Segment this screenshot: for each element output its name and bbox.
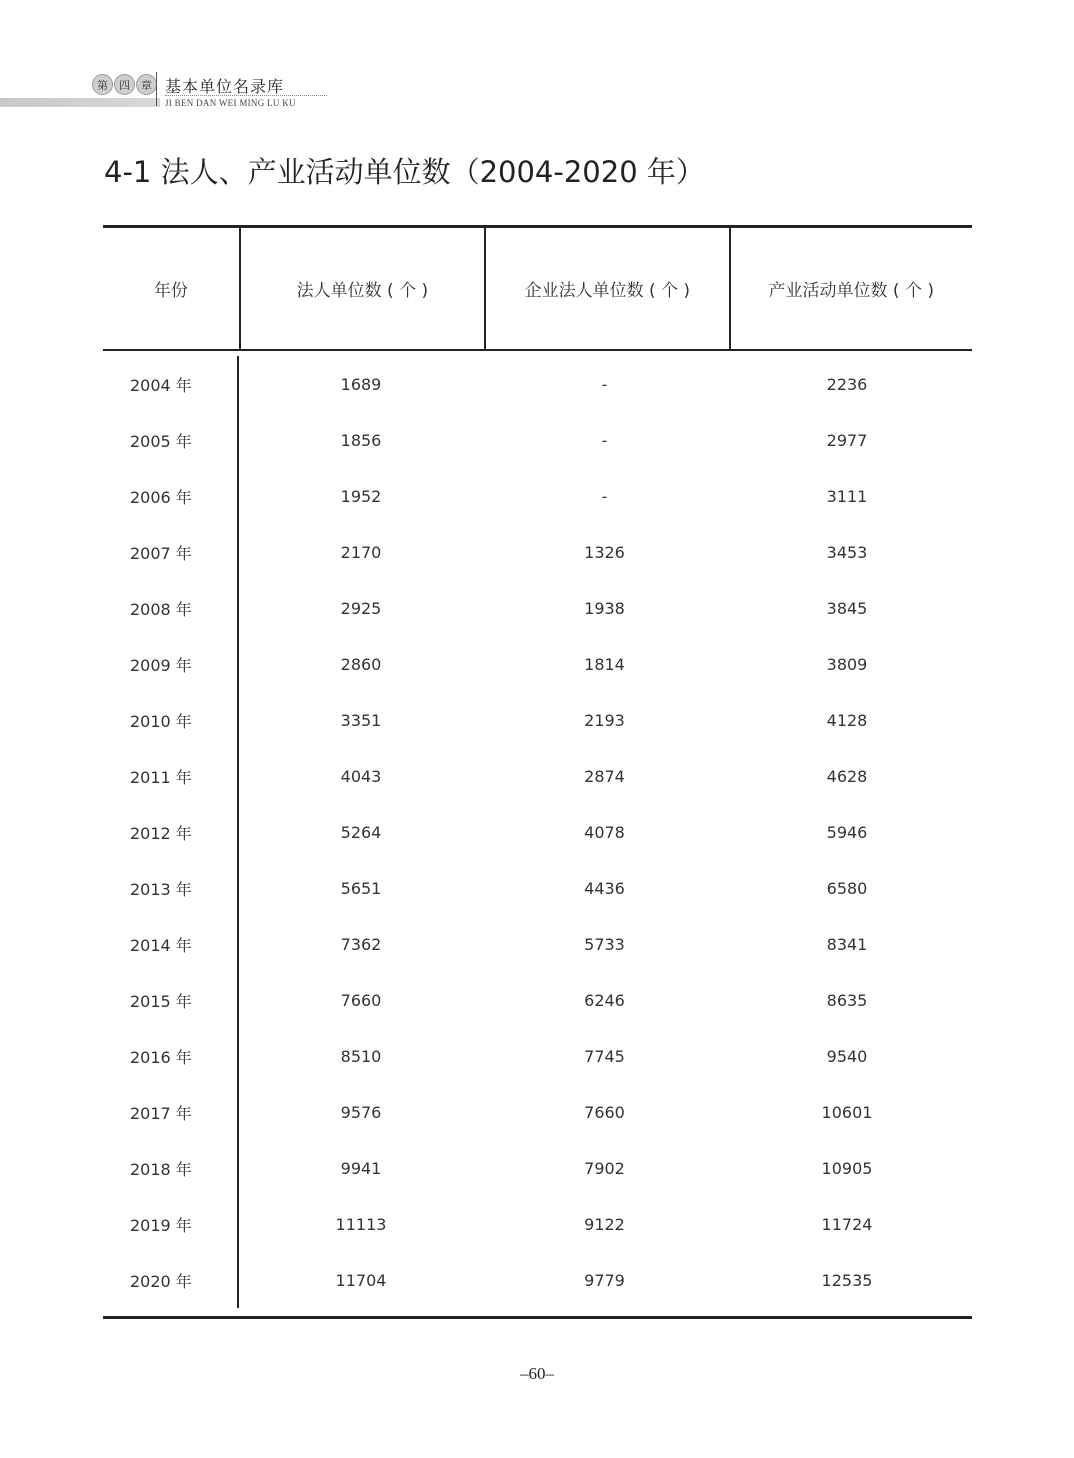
cell-legal-units: 3351 [340, 710, 382, 730]
cell-year: 2014 年 [103, 916, 239, 972]
chapter-header [0, 70, 340, 115]
cell-legal-units: 2925 [340, 598, 382, 618]
cell-legal-units: 5651 [340, 878, 382, 898]
table-row [103, 1084, 972, 1140]
cell-enterprise-legal-units: 1326 [584, 542, 625, 562]
cell-year: 2015 年 [103, 972, 239, 1028]
chapter-badge-char: 四 [114, 74, 135, 95]
cell-legal-units: 5264 [340, 822, 382, 842]
page-title: 4-1 法人、产业活动单位数（2004-2020 年） [104, 155, 705, 189]
cell-year: 2012 年 [103, 804, 239, 860]
cell-industrial-activity-units: 10905 [821, 1158, 873, 1178]
table-body [103, 351, 972, 1316]
table-row [103, 468, 972, 524]
cell-year: 2013 年 [103, 860, 239, 916]
header-industrial-activity-units: 产业活动单位数 ( 个 ) [768, 281, 935, 301]
table-row [103, 1028, 972, 1084]
data-table [103, 225, 972, 1319]
cell-year: 2007 年 [103, 524, 239, 580]
cell-industrial-activity-units: 4628 [826, 766, 868, 786]
table-bottom-rule [103, 1316, 972, 1319]
cell-legal-units: 9941 [340, 1158, 382, 1178]
cell-enterprise-legal-units: 9122 [584, 1214, 625, 1234]
cell-legal-units: 11704 [335, 1270, 387, 1290]
chapter-badge [92, 74, 157, 95]
cell-industrial-activity-units: 8341 [826, 934, 868, 954]
cell-industrial-activity-units: 2236 [826, 374, 868, 394]
header-decor-bar [0, 98, 160, 107]
cell-enterprise-legal-units: 1938 [584, 598, 625, 618]
cell-legal-units: 2860 [340, 654, 382, 674]
header-dotted-rule [165, 95, 327, 96]
cell-year: 2016 年 [103, 1028, 239, 1084]
cell-enterprise-legal-units: 2874 [584, 766, 625, 786]
table-row [103, 1196, 972, 1252]
cell-industrial-activity-units: 3453 [826, 542, 868, 562]
table-row [103, 636, 972, 692]
cell-enterprise-legal-units: 5733 [584, 934, 625, 954]
table-row [103, 804, 972, 860]
chapter-title: 基本单位名录库 [165, 77, 285, 96]
cell-industrial-activity-units: 10601 [821, 1102, 873, 1122]
header-year: 年份 [103, 228, 241, 349]
cell-industrial-activity-units: 2977 [826, 430, 868, 450]
table-row [103, 972, 972, 1028]
table-header [103, 228, 972, 351]
cell-legal-units: 11113 [335, 1214, 387, 1234]
cell-enterprise-legal-units: 7660 [584, 1102, 625, 1122]
cell-year: 2018 年 [103, 1140, 239, 1196]
chapter-badge-char: 章 [136, 74, 157, 95]
header-enterprise-legal-units: 企业法人单位数 ( 个 ) [486, 228, 730, 349]
cell-enterprise-legal-units: - [601, 430, 608, 450]
table-row [103, 748, 972, 804]
cell-enterprise-legal-units: 2193 [584, 710, 625, 730]
cell-year: 2020 年 [103, 1252, 239, 1308]
cell-year: 2005 年 [103, 412, 239, 468]
cell-year: 2008 年 [103, 580, 239, 636]
header-legal-units: 法人单位数 ( 个 ) [241, 228, 486, 349]
table-row [103, 860, 972, 916]
table-row [103, 524, 972, 580]
cell-legal-units: 4043 [340, 766, 382, 786]
cell-year: 2009 年 [103, 636, 239, 692]
cell-enterprise-legal-units: - [601, 486, 608, 506]
cell-year: 2011 年 [103, 748, 239, 804]
cell-industrial-activity-units: 6580 [826, 878, 868, 898]
cell-enterprise-legal-units: 9779 [584, 1270, 625, 1290]
cell-legal-units: 1952 [340, 486, 382, 506]
header-divider [156, 72, 157, 106]
cell-industrial-activity-units: 3809 [826, 654, 868, 674]
table-row [103, 916, 972, 972]
table-row [103, 692, 972, 748]
cell-legal-units: 8510 [340, 1046, 382, 1066]
table-row [103, 412, 972, 468]
cell-enterprise-legal-units: 7902 [584, 1158, 625, 1178]
chapter-pinyin: JI BEN DAN WEI MING LU KU [165, 98, 296, 108]
cell-industrial-activity-units: 4128 [826, 710, 868, 730]
cell-industrial-activity-units: 12535 [821, 1270, 873, 1290]
page-number: –60– [520, 1364, 554, 1383]
cell-industrial-activity-units: 9540 [826, 1046, 868, 1066]
table-row [103, 580, 972, 636]
cell-enterprise-legal-units: 1814 [584, 654, 625, 674]
cell-legal-units: 2170 [340, 542, 382, 562]
cell-industrial-activity-units: 3845 [826, 598, 868, 618]
table-row [103, 356, 972, 412]
table-row [103, 1252, 972, 1308]
cell-legal-units: 7362 [340, 934, 382, 954]
cell-industrial-activity-units: 8635 [826, 990, 868, 1010]
cell-enterprise-legal-units: 4436 [584, 878, 625, 898]
cell-industrial-activity-units: 3111 [826, 486, 868, 506]
cell-year: 2019 年 [103, 1196, 239, 1252]
cell-year: 2017 年 [103, 1084, 239, 1140]
cell-year: 2004 年 [103, 356, 239, 412]
cell-legal-units: 7660 [340, 990, 382, 1010]
cell-enterprise-legal-units: 7745 [584, 1046, 625, 1066]
chapter-badge-char: 第 [92, 74, 113, 95]
cell-enterprise-legal-units: 4078 [584, 822, 625, 842]
cell-legal-units: 1856 [340, 430, 382, 450]
cell-legal-units: 9576 [340, 1102, 382, 1122]
cell-year: 2010 年 [103, 692, 239, 748]
cell-industrial-activity-units: 5946 [826, 822, 868, 842]
cell-enterprise-legal-units: - [601, 374, 608, 394]
cell-legal-units: 1689 [340, 374, 382, 394]
cell-enterprise-legal-units: 6246 [584, 990, 625, 1010]
cell-industrial-activity-units: 11724 [821, 1214, 873, 1234]
table-row [103, 1140, 972, 1196]
cell-year: 2006 年 [103, 468, 239, 524]
